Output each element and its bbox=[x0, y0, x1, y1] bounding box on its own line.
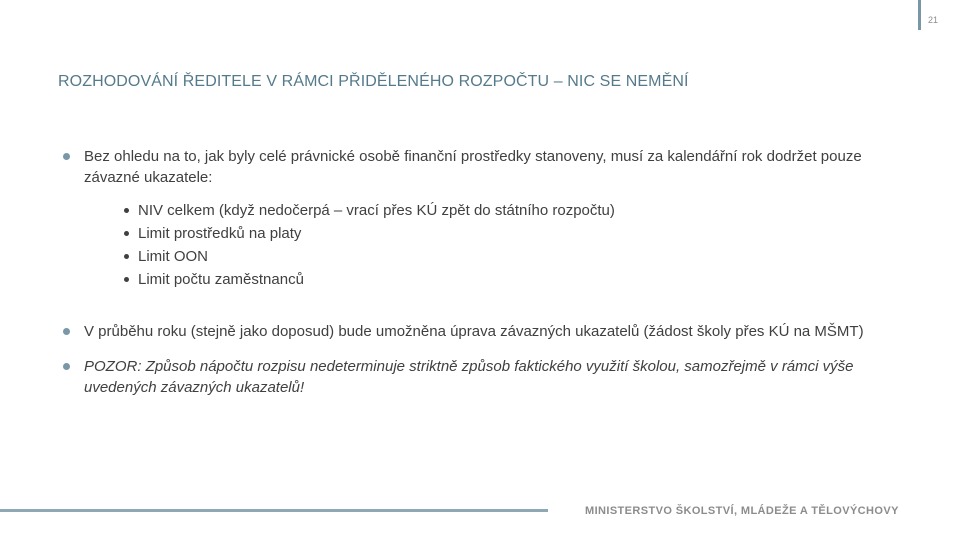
bullet-item bbox=[60, 146, 900, 291]
bullet-text: POZOR: Způsob nápočtu rozpisu nedeterminuje striktně způsob faktického využití školou, samozřejmě v rámci výše uvedených závazných ukazatelů! bbox=[84, 358, 854, 396]
bullet-text: Bez ohledu na to, jak byly celé právnické osobě finanční prostředky stanoveny, musí za kalendářní rok dodržet pouze závazné ukazatele: bbox=[84, 148, 862, 186]
bullet-text: V průběhu roku (stejně jako doposud) bude umožněna úprava závazných ukazatelů (žádost školy přes KÚ na MŠMT) bbox=[84, 323, 864, 340]
sub-bullet-text: Limit prostředků na platy bbox=[138, 225, 302, 242]
bullet-item bbox=[60, 321, 900, 342]
sub-bullet-dot-icon bbox=[124, 254, 129, 259]
sub-bullet-list bbox=[124, 199, 900, 291]
bullet-dot-icon bbox=[63, 363, 70, 370]
bullet-item-warning bbox=[60, 356, 900, 398]
slide-content bbox=[60, 146, 900, 398]
sub-bullet-text: Limit OON bbox=[138, 248, 209, 265]
sub-bullet-dot-icon bbox=[124, 231, 129, 236]
bullet-dot-icon bbox=[63, 328, 70, 335]
sub-bullet-item bbox=[124, 222, 900, 245]
page-number-bar bbox=[918, 0, 921, 30]
slide-title: ROZHODOVÁNÍ ŘEDITELE V RÁMCI PŘIDĚLENÉHO ROZPOČTU – NIC SE NEMĚNÍ bbox=[58, 73, 689, 90]
sub-bullet-text: Limit počtu zaměstnanců bbox=[138, 271, 304, 288]
sub-bullet-item bbox=[124, 245, 900, 268]
page-number: 21 bbox=[928, 15, 939, 25]
sub-bullet-text: NIV celkem (když nedočerpá – vrací přes KÚ zpět do státního rozpočtu) bbox=[138, 202, 615, 219]
sub-bullet-item bbox=[124, 199, 900, 222]
ministry-logo-text: MINISTERSTVO ŠKOLSTVÍ, MLÁDEŽE A TĚLOVÝCHOVY bbox=[585, 505, 899, 517]
footer-divider bbox=[0, 509, 548, 512]
sub-bullet-dot-icon bbox=[124, 208, 129, 213]
bullet-dot-icon bbox=[63, 153, 70, 160]
sub-bullet-item bbox=[124, 268, 900, 291]
sub-bullet-dot-icon bbox=[124, 277, 129, 282]
